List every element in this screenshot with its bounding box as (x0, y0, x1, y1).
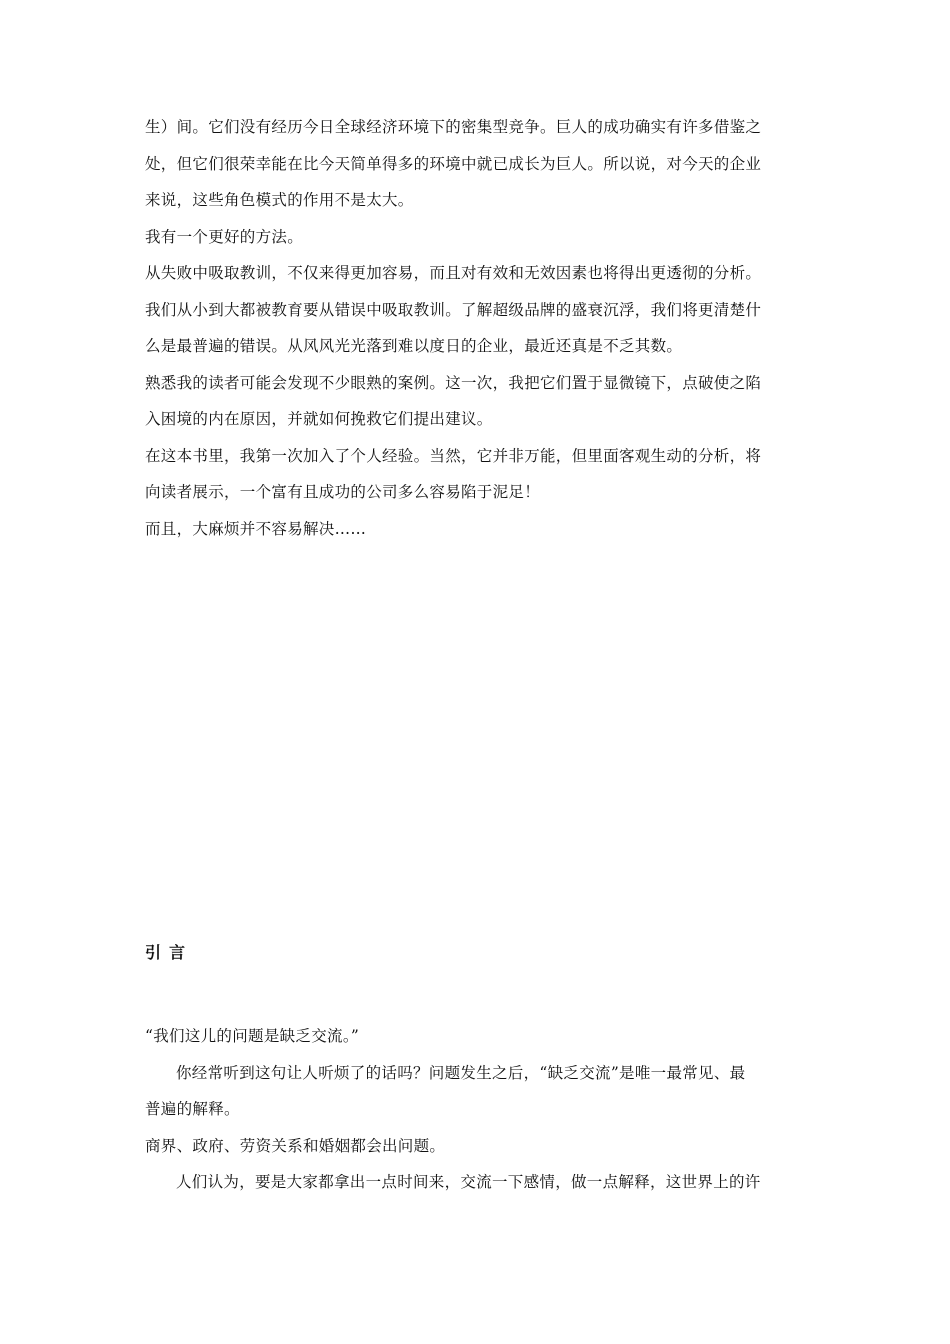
preface-line-7: 么是最普遍的错误。从风风光光落到难以度日的企业，最近还真是不乏其数。 (145, 337, 683, 355)
intro-line-3: 普遍的解释。 (145, 1100, 240, 1118)
preface-line-5: 从失败中吸取教训，不仅来得更加容易，而且对有效和无效因素也将得出更透彻的分析。 (145, 264, 762, 282)
preface-line-12: 而且，大麻烦并不容易解决…… (145, 519, 367, 538)
preface-line-1: 生）间。它们没有经历今日全球经济环境下的密集型竞争。巨人的成功确实有许多借鉴之 (145, 118, 762, 136)
section-heading: 引言 (145, 943, 194, 962)
preface-line-4: 我有一个更好的方法。 (145, 227, 304, 246)
preface-line-11: 向读者展示，一个富有且成功的公司多么容易陷于泥足！ (145, 483, 541, 501)
introduction-text (145, 1018, 810, 1201)
preface-line-9: 入困境的内在原因，并就如何挽救它们提出建议。 (145, 410, 493, 428)
preface-line-8: 熟悉我的读者可能会发现不少眼熟的案例。这一次，我把它们置于显微镜下，点破使之陷 (145, 373, 762, 392)
intro-line-1: “我们这儿的问题是缺乏交流。” (145, 1027, 360, 1045)
preface-text (145, 109, 810, 547)
intro-line-5: 人们认为，要是大家都拿出一点时间来，交流一下感情，做一点解释，这世界上的许 (176, 1173, 761, 1191)
intro-line-4: 商界、政府、劳资关系和婚姻都会出问题。 (145, 1136, 446, 1155)
preface-line-3: 来说，这些角色模式的作用不是太大。 (145, 191, 414, 209)
preface-line-10: 在这本书里，我第一次加入了个人经验。当然，它并非万能，但里面客观生动的分析，将 (145, 446, 762, 465)
intro-line-2: 你经常听到这句让人听烦了的话吗？问题发生之后，“缺乏交流”是唯一最常见、最 (176, 1063, 746, 1082)
preface-line-6: 我们从小到大都被教育要从错误中吸取教训。了解超级品牌的盛衰沉浮，我们将更清楚什 (145, 300, 762, 319)
preface-line-2: 处，但它们很荣幸能在比今天简单得多的环境中就已成长为巨人。所以说，对今天的企业 (145, 154, 762, 173)
